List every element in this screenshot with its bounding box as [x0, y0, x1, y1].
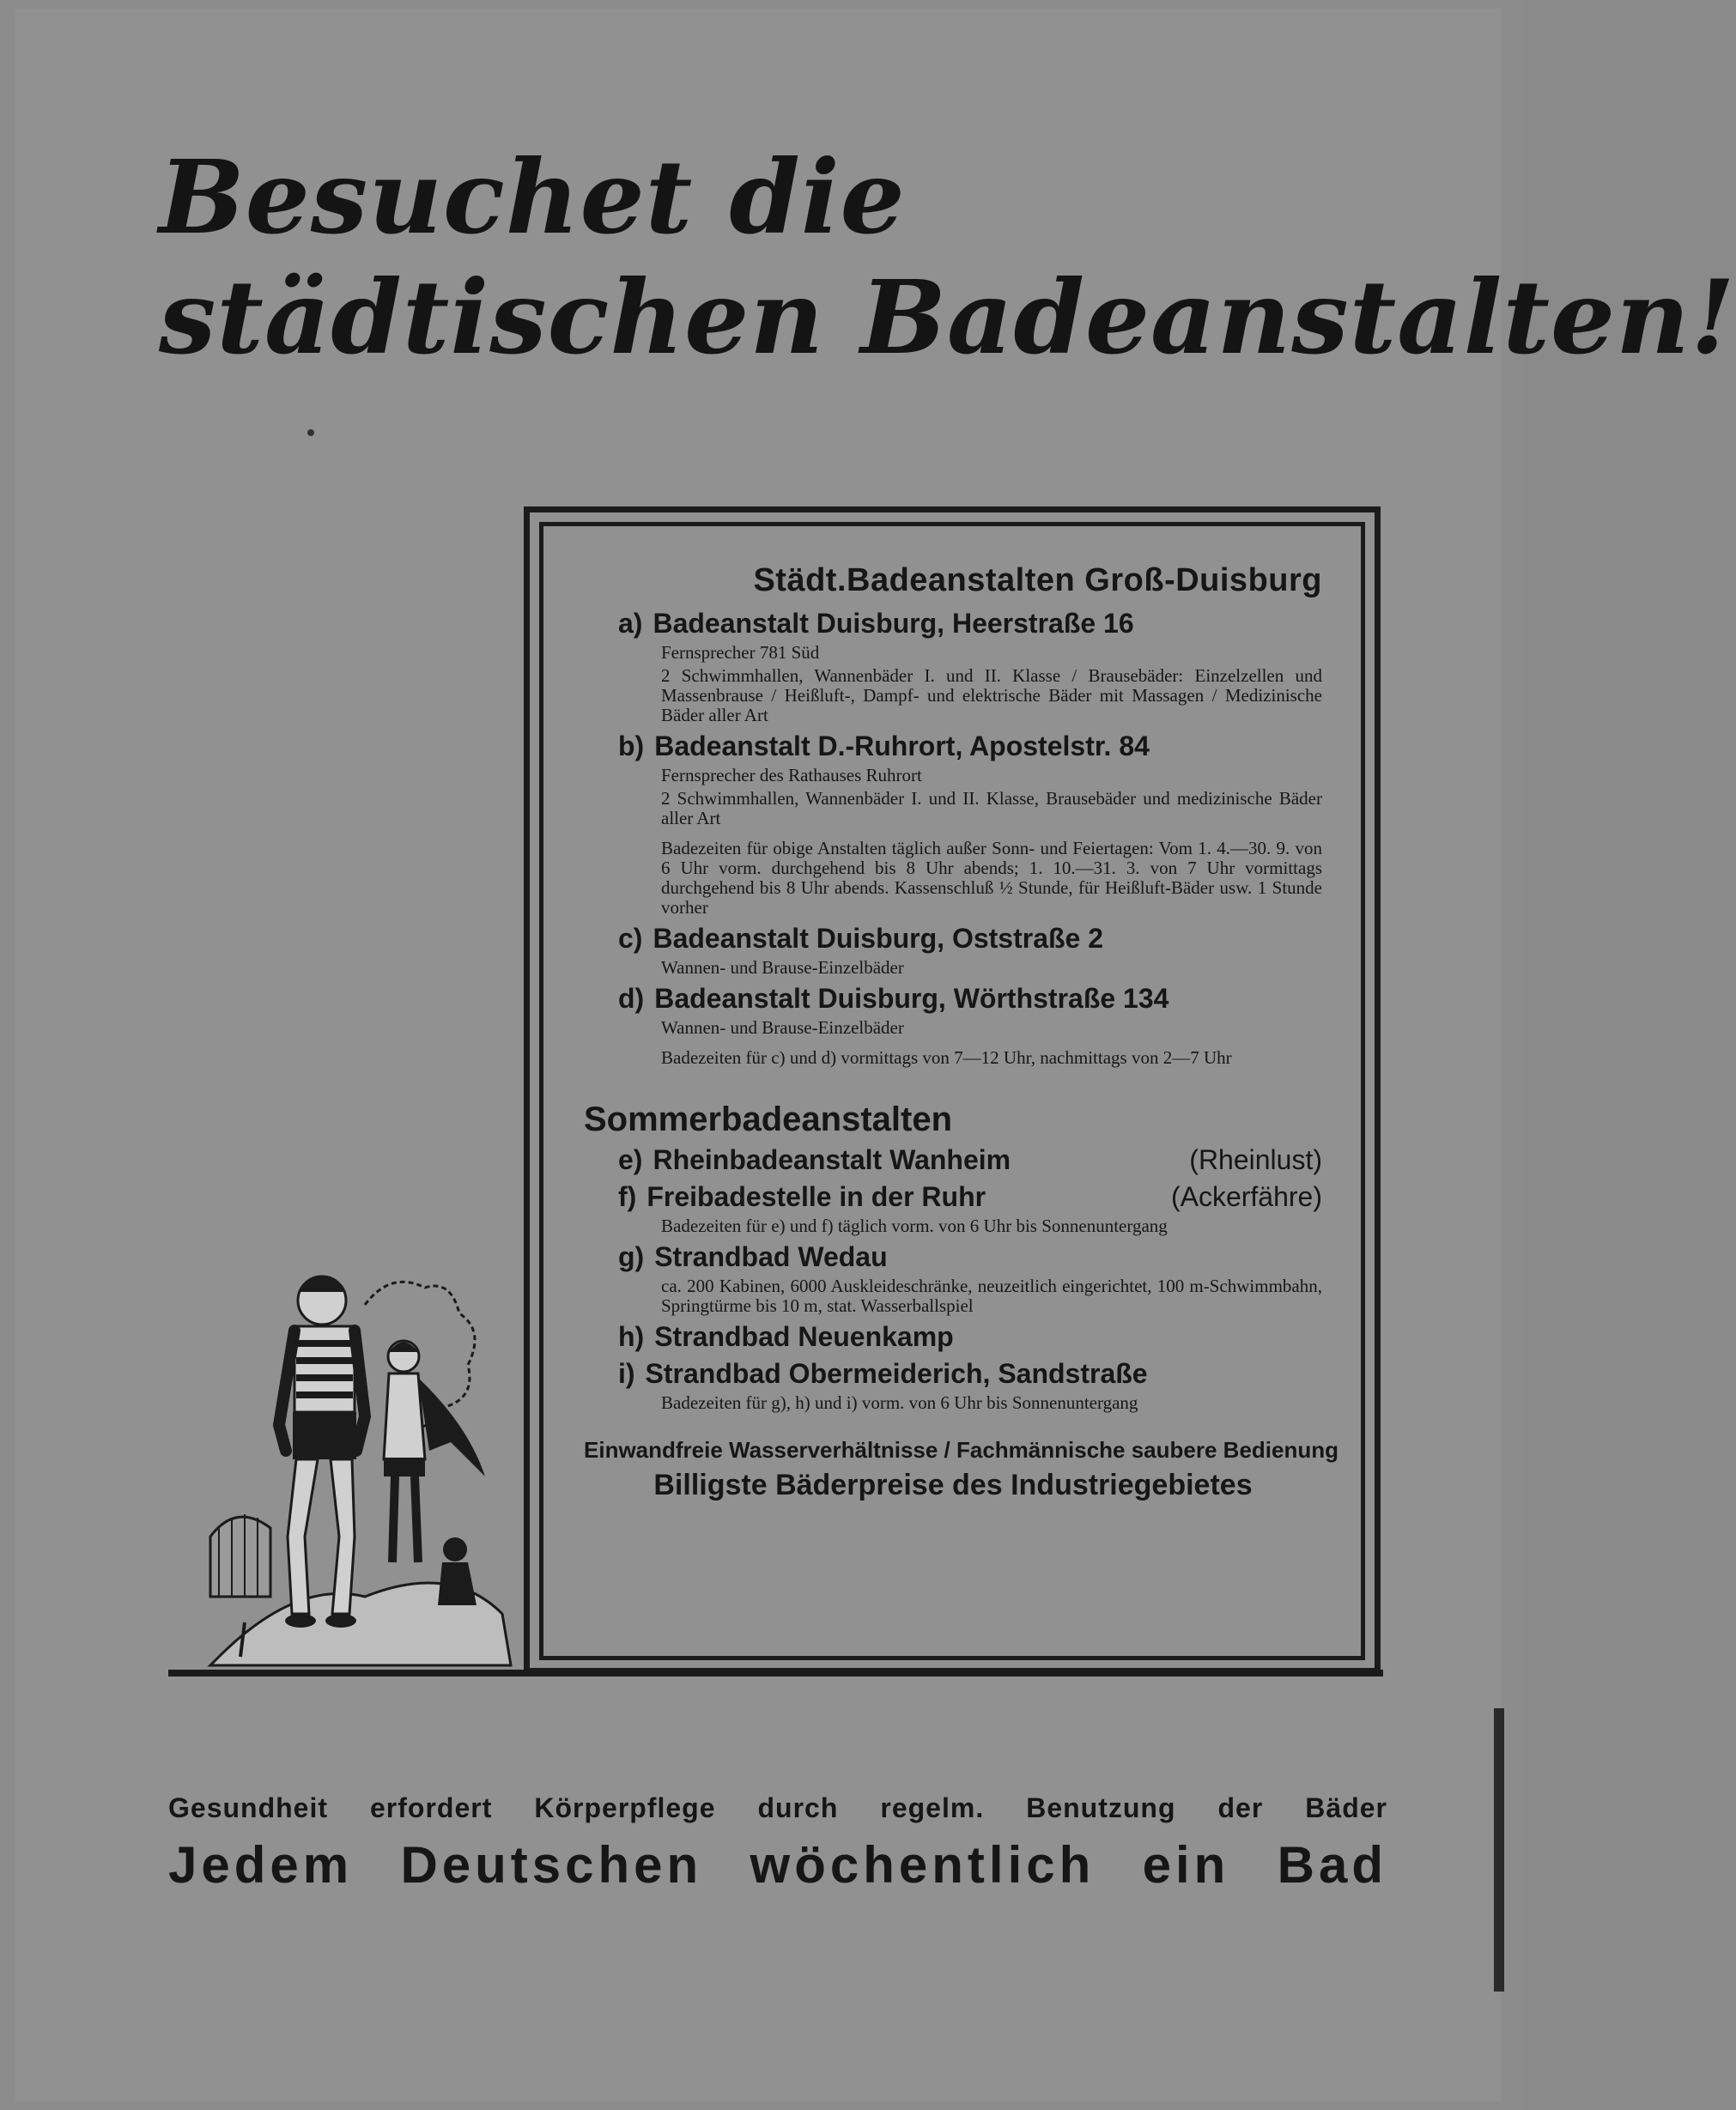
entry-hours: Badezeiten für c) und d) vormittags von 7—12 Uhr, nachmittags von 2—7 Uhr	[661, 1047, 1232, 1068]
entry-location: (Rheinlust)	[1189, 1144, 1322, 1175]
bathers-illustration	[193, 1253, 519, 1665]
entry-name: Strandbad Neuenkamp	[654, 1321, 954, 1352]
entry-heading	[618, 1181, 1322, 1213]
entry-detail: 2 Schwimmhallen, Wannenbäder I. und II. Klasse / Brausebäder: Einzelzellen und Massenbrause / Heißluft-, Dampf- und elektrische Bäder mit Massagen / Medizinische Bäder aller Art	[661, 665, 1322, 725]
entry-heading	[618, 1144, 1322, 1176]
entry-phone: Fernsprecher des Rathauses Ruhrort	[661, 765, 922, 785]
entry-letter: c)	[618, 923, 643, 954]
entry-hours: Badezeiten für e) und f) täglich vorm. von 6 Uhr bis Sonnenuntergang	[661, 1216, 1168, 1236]
health-slogan: Gesundheit erfordert Körperpflege durch regelm. Benutzung der Bäder	[168, 1792, 1387, 1823]
entry-e	[618, 1144, 1322, 1176]
entry-hours: Badezeiten für g), h) und i) vorm. von 6 Uhr bis Sonnenuntergang	[661, 1392, 1138, 1413]
horizontal-rule	[168, 1670, 1383, 1676]
entry-letter: b)	[618, 731, 645, 761]
entry-name: Freibadestelle in der Ruhr	[646, 1181, 986, 1212]
page-edge-shadow	[1494, 1708, 1504, 1992]
entry-heading	[618, 923, 1322, 955]
entry-letter: e)	[618, 1144, 643, 1175]
listing-content	[584, 562, 1338, 1502]
main-slogan: Jedem Deutschen wöchentlich ein Bad	[168, 1836, 1387, 1894]
entry-name: Badeanstalt Duisburg, Heerstraße 16	[653, 608, 1134, 639]
entry-f	[618, 1181, 1322, 1236]
entry-name: Badeanstalt Duisburg, Oststraße 2	[653, 923, 1104, 954]
entry-g	[618, 1241, 1322, 1316]
entry-name: Strandbad Wedau	[654, 1241, 888, 1272]
entry-hours: Badezeiten für obige Anstalten täglich außer Sonn- und Feiertagen: Vom 1. 4.—30. 9. von 6 Uhr vorm. durchgehend bis 8 Uhr abends; 1. 10.—31. 3. von 7 Uhr vormittags durchgehend bis 8 Uhr abends. Kassenschluß ½ Stunde, für Heißluft-Bäder usw. 1 Stunde vorher	[661, 838, 1322, 918]
entry-name: Badeanstalt Duisburg, Wörthstraße 134	[654, 983, 1169, 1014]
headline-line-1: Besuchet die	[159, 137, 906, 257]
entry-name: Rheinbadeanstalt Wanheim	[653, 1144, 1011, 1175]
entry-a	[618, 608, 1322, 725]
entry-detail: Wannen- und Brause-Einzelbäder	[661, 1017, 904, 1038]
entry-i	[618, 1358, 1322, 1413]
entry-b	[618, 731, 1322, 918]
entry-h	[618, 1321, 1322, 1353]
entry-heading	[618, 1358, 1322, 1390]
entry-name: Badeanstalt D.-Ruhrort, Apostelstr. 84	[654, 731, 1150, 761]
entry-heading	[618, 1321, 1322, 1353]
entry-heading	[618, 608, 1322, 640]
listing-footer-quality: Einwandfreie Wasserverhältnisse / Fachmännische saubere Bedienung	[584, 1437, 1338, 1463]
entry-location: (Ackerfähre)	[1170, 1181, 1322, 1212]
entry-d	[618, 983, 1322, 1068]
summer-section-title: Sommerbadeanstalten	[584, 1100, 953, 1138]
entry-heading	[618, 731, 1322, 762]
entry-letter: h)	[618, 1321, 645, 1352]
entry-phone: Fernsprecher 781 Süd	[661, 642, 820, 663]
entry-detail: Wannen- und Brause-Einzelbäder	[661, 957, 904, 978]
headline-line-2: städtischen Badeanstalten!	[159, 258, 1736, 377]
headline	[159, 137, 1736, 378]
entry-letter: i)	[618, 1358, 635, 1389]
entry-heading	[618, 983, 1322, 1015]
ink-dot	[307, 429, 314, 436]
entry-letter: f)	[618, 1181, 637, 1212]
entry-letter: g)	[618, 1241, 645, 1272]
entry-letter: a)	[618, 608, 643, 639]
entry-detail: ca. 200 Kabinen, 6000 Auskleideschränke, neuzeitlich eingerichtet, 100 m-Schwimmbahn, Springtürme bis 10 m, stat. Wasserballspiel	[661, 1276, 1322, 1316]
entry-name: Strandbad Obermeiderich, Sandstraße	[645, 1358, 1148, 1389]
entry-detail: 2 Schwimmhallen, Wannenbäder I. und II. Klasse, Brausebäder und medizinische Bäder aller Art	[661, 788, 1322, 828]
entry-c	[618, 923, 1322, 978]
entry-letter: d)	[618, 983, 645, 1014]
entry-heading	[618, 1241, 1322, 1273]
listing-footer-prices: Billigste Bäderpreise des Industriegebietes	[653, 1469, 1253, 1501]
listing-title: Städt.Badeanstalten Groß-Duisburg	[753, 562, 1322, 598]
